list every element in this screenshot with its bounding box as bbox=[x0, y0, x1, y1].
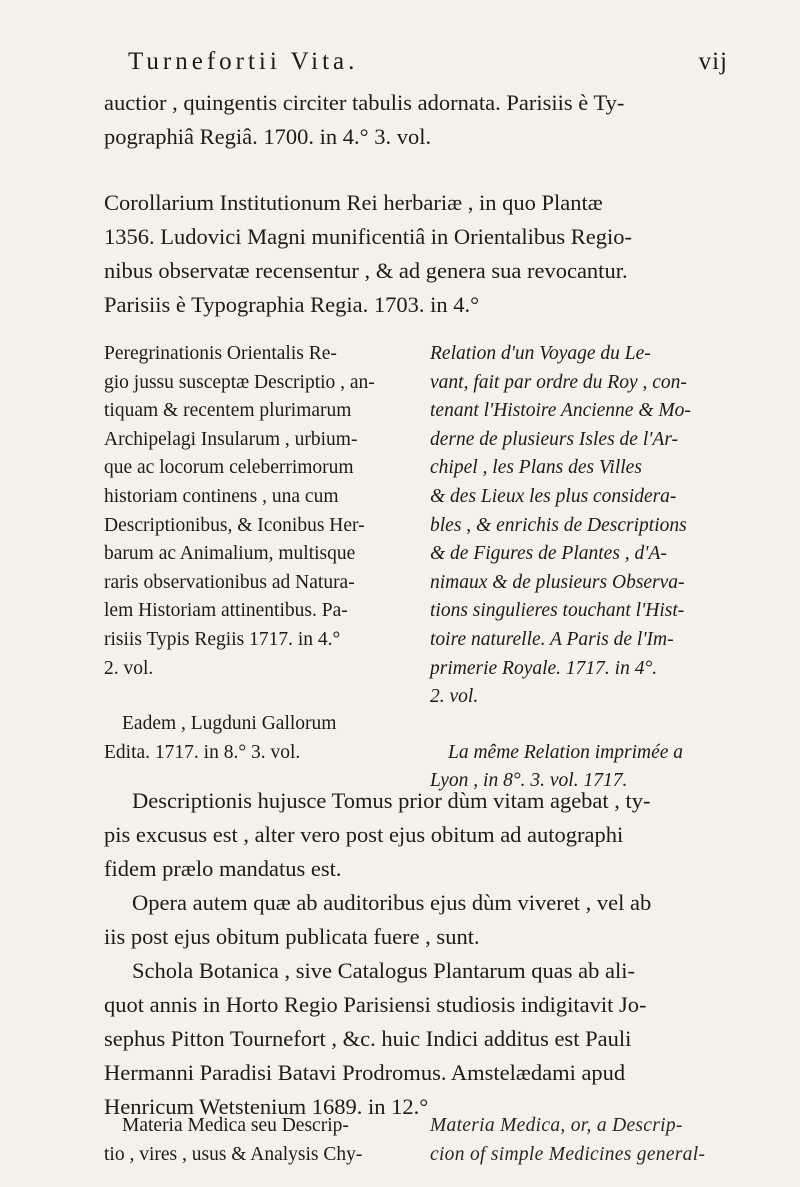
text-line: Peregrinationis Orientalis Re- bbox=[104, 343, 337, 364]
text-line: pis excusus est , alter vero post ejus obitum ad autographi bbox=[104, 822, 624, 847]
descriptio-paragraph bbox=[104, 784, 726, 886]
text-line: Descriptionis hujusce Tomus prior dùm vitam agebat , ty- bbox=[132, 788, 651, 813]
text-line: nibus observatæ recensentur , & ad genera sua revocantur. bbox=[104, 258, 628, 283]
text-line: 1356. Ludovici Magni munificentiâ in Orientalibus Regio- bbox=[104, 224, 633, 249]
text-line: vant, fait par ordre du Roy , con- bbox=[430, 371, 687, 393]
text-line: 2. vol. bbox=[430, 686, 479, 708]
corollarium-paragraph bbox=[104, 186, 726, 322]
text-line: tenant l'Histoire Ancienne & Mo- bbox=[430, 400, 691, 422]
text-line: derne de plusieurs Isles de l'Ar- bbox=[430, 428, 679, 450]
text-line: tio , vires , usus & Analysis Chy- bbox=[104, 1143, 363, 1165]
latin-column bbox=[104, 340, 410, 767]
text-line: Relation d'un Voyage du Le- bbox=[430, 343, 651, 364]
intro-paragraph bbox=[104, 86, 726, 154]
text-line: risiis Typis Regiis 1717. in 4.° bbox=[104, 628, 341, 650]
text-line: toire naturelle. A Paris de l'Im- bbox=[430, 628, 674, 650]
page-number: vij bbox=[698, 48, 728, 75]
text-line: pographiâ Regiâ. 1700. in 4.° 3. vol. bbox=[104, 124, 432, 149]
text-line: quot annis in Horto Regio Parisiensi studiosis indigitavit Jo- bbox=[104, 992, 647, 1017]
spacer bbox=[430, 712, 728, 739]
text-line: Descriptionibus, & Iconibus Her- bbox=[104, 514, 365, 536]
running-head-title: Turnefortii Vita. bbox=[128, 48, 359, 75]
text-line: Edita. 1717. in 8.° 3. vol. bbox=[104, 741, 301, 763]
spacer bbox=[104, 683, 410, 710]
materia-latin-entry bbox=[104, 1112, 410, 1169]
text-line: Henricum Wetstenium 1689. in 12.° bbox=[104, 1094, 429, 1119]
text-line: Schola Botanica , sive Catalogus Plantarum quas ab ali- bbox=[132, 958, 636, 983]
text-line: barum ac Animalium, multisque bbox=[104, 543, 356, 565]
text-line: Hermanni Paradisi Batavi Prodromus. Amstelædami apud bbox=[104, 1060, 626, 1085]
text-line: raris observationibus ad Natura- bbox=[104, 571, 355, 593]
text-line: fidem prælo mandatus est. bbox=[104, 856, 342, 881]
text-line: auctior , quingentis circiter tabulis adornata. Parisiis è Ty- bbox=[104, 90, 625, 115]
text-line: tiquam & recentem plurimarum bbox=[104, 400, 352, 422]
text-line: primerie Royale. 1717. in 4°. bbox=[430, 657, 658, 679]
text-line: lem Historiam attinentibus. Pa- bbox=[104, 600, 348, 622]
french-column bbox=[430, 340, 728, 796]
text-line: & de Figures de Plantes , d'A- bbox=[430, 543, 667, 565]
text-line: iis post ejus obitum publicata fuere , sunt. bbox=[104, 924, 480, 949]
text-line: gio jussu susceptæ Descriptio , an- bbox=[104, 371, 375, 393]
text-line: nimaux & de plusieurs Observa- bbox=[430, 571, 685, 593]
text-line: chipel , les Plans des Villes bbox=[430, 457, 642, 479]
text-line: & des Lieux les plus considera- bbox=[430, 485, 677, 507]
text-line: Materia Medica seu Descrip- bbox=[122, 1115, 349, 1136]
text-line: Materia Medica, or, a Descrip- bbox=[430, 1115, 683, 1136]
text-line: historiam continens , una cum bbox=[104, 485, 339, 507]
handwritten-annotation bbox=[430, 1112, 728, 1169]
text-line: tions singulieres touchant l'Hist- bbox=[430, 600, 685, 622]
text-line: Lyon , in 8°. 3. vol. 1717. bbox=[430, 770, 628, 792]
text-line: que ac locorum celeberrimorum bbox=[104, 457, 354, 479]
text-line: Archipelagi Insularum , urbium- bbox=[104, 428, 358, 450]
text-line: Opera autem quæ ab auditoribus ejus dùm viveret , vel ab bbox=[132, 890, 652, 915]
text-line: Corollarium Institutionum Rei herbariæ , in quo Plantæ bbox=[104, 190, 603, 215]
text-line: sephus Pitton Tournefort , &c. huic Indici additus est Pauli bbox=[104, 1026, 632, 1051]
text-line: bles , & enrichis de Descriptions bbox=[430, 514, 687, 536]
text-line: cion of simple Medicines general- bbox=[430, 1143, 706, 1165]
schola-paragraph bbox=[104, 954, 726, 1124]
text-line: Eadem , Lugduni Gallorum bbox=[122, 713, 337, 735]
opera-paragraph bbox=[104, 886, 726, 954]
text-line: Parisiis è Typographia Regia. 1703. in 4.° bbox=[104, 292, 480, 317]
text-line: La même Relation imprimée a bbox=[448, 741, 684, 763]
text-line: 2. vol. bbox=[104, 657, 154, 679]
